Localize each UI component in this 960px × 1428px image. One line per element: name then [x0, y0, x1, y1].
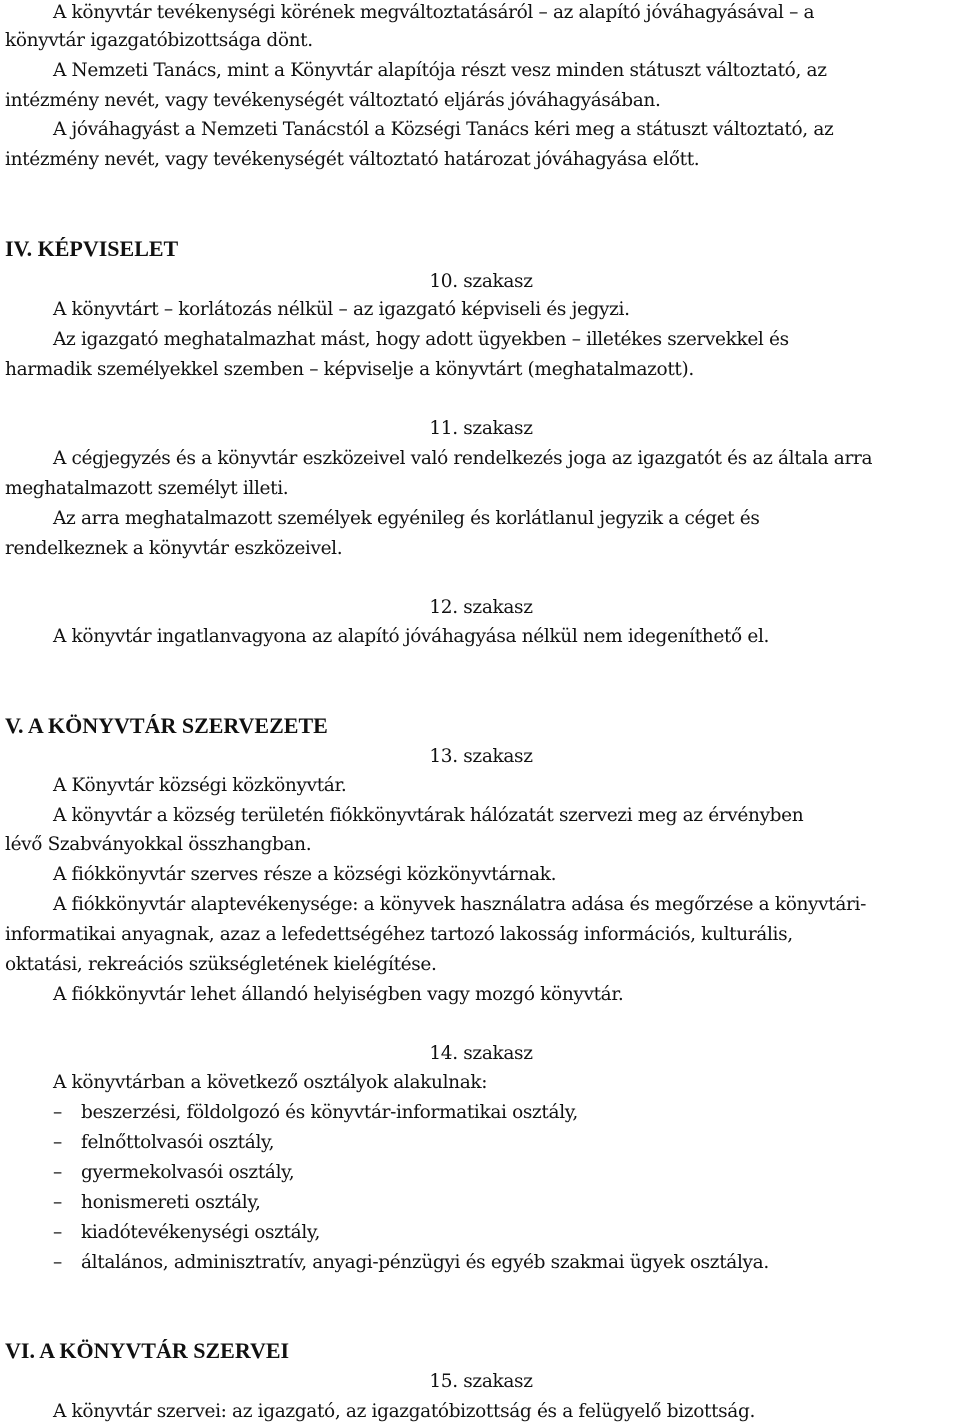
list-item-text: általános, adminisztratív, anyagi-pénzügyi és egyéb szakmai ügyek osztálya.	[81, 1252, 769, 1273]
paragraph-line: A könyvtár szervei: az igazgató, az igazgatóbizottság és a felügyelő bizottság.	[53, 1401, 755, 1422]
paragraph-line: Az arra meghatalmazott személyek egyénileg és korlátlanul jegyzik a céget és	[53, 508, 760, 529]
paragraph-line: A fiókkönyvtár alaptevékenysége: a könyvek használatra adása és megőrzése a könyvtári-	[53, 894, 866, 915]
paragraph-line: harmadik személyekkel szemben – képviselje a könyvtárt (meghatalmazott).	[5, 359, 694, 380]
paragraph-line: lévő Szabványokkal összhangban.	[5, 834, 312, 855]
paragraph-line: A könyvtár tevékenységi körének megváltoztatásáról – az alapító jóváhagyásával – a	[53, 2, 815, 23]
list-item-text: gyermekolvasói osztály,	[81, 1162, 295, 1183]
dash-bullet: –	[53, 1162, 62, 1183]
paragraph-line: rendelkeznek a könyvtár eszközeivel.	[5, 538, 343, 559]
paragraph-line: könyvtár igazgatóbizottsága dönt.	[5, 30, 313, 51]
paragraph-line: informatikai anyagnak, azaz a lefedettségéhez tartozó lakosság információs, kulturális,	[5, 924, 793, 945]
list-item-text: kiadótevékenységi osztály,	[81, 1222, 321, 1243]
list-item	[5, 1250, 960, 1276]
article-title: 12. szakasz	[429, 597, 533, 618]
article-title: 13. szakasz	[429, 746, 533, 767]
dash-bullet: –	[53, 1132, 62, 1153]
list-item	[5, 1190, 960, 1216]
paragraph-line: A Könyvtár községi közkönyvtár.	[53, 775, 347, 796]
article-title: 14. szakasz	[429, 1043, 533, 1064]
section-heading: VI. A KÖNYVTÁR SZERVEI	[5, 1338, 290, 1363]
paragraph-line: Az igazgató meghatalmazhat mást, hogy adott ügyekben – illetékes szervekkel és	[53, 329, 789, 350]
list-item	[5, 1220, 960, 1246]
dash-bullet: –	[53, 1102, 62, 1123]
list-item-text: honismereti osztály,	[81, 1192, 261, 1213]
dash-bullet: –	[53, 1252, 62, 1273]
list-item	[5, 1130, 960, 1156]
dash-bullet: –	[53, 1222, 62, 1243]
paragraph-line: meghatalmazott személyt illeti.	[5, 478, 289, 499]
paragraph-line: A könyvtár a község területén fiókkönyvtárak hálózatát szervezi meg az érvényben	[53, 805, 804, 826]
paragraph-line: intézmény nevét, vagy tevékenységét változtató eljárás jóváhagyásában.	[5, 90, 661, 111]
paragraph-line: A könyvtárt – korlátozás nélkül – az igazgató képviseli és jegyzi.	[53, 299, 630, 320]
paragraph-line: oktatási, rekreációs szükségletének kielégítése.	[5, 954, 437, 975]
list-item	[5, 1160, 960, 1186]
paragraph-line: A jóváhagyást a Nemzeti Tanácstól a Községi Tanács kéri meg a státuszt változtató, az	[53, 119, 834, 140]
section-heading: V. A KÖNYVTÁR SZERVEZETE	[5, 713, 328, 738]
article-title: 10. szakasz	[429, 271, 533, 292]
paragraph-line: A könyvtárban a következő osztályok alakulnak:	[53, 1072, 488, 1093]
list-item-text: felnőttolvasói osztály,	[81, 1132, 275, 1153]
paragraph-line: A Nemzeti Tanács, mint a Könyvtár alapítója részt vesz minden státuszt változtató, az	[53, 60, 827, 81]
list-item	[5, 1100, 960, 1126]
paragraph-line: A könyvtár ingatlanvagyona az alapító jóváhagyása nélkül nem idegeníthető el.	[53, 626, 770, 647]
section-heading: IV. KÉPVISELET	[5, 236, 179, 261]
paragraph-line: A fiókkönyvtár szerves része a községi közkönyvtárnak.	[53, 864, 557, 885]
paragraph-line: intézmény nevét, vagy tevékenységét változtató határozat jóváhagyása előtt.	[5, 149, 700, 170]
dash-bullet: –	[53, 1192, 62, 1213]
paragraph-line: A fiókkönyvtár lehet állandó helyiségben vagy mozgó könyvtár.	[53, 984, 624, 1005]
list-item-text: beszerzési, földolgozó és könyvtár-informatikai osztály,	[81, 1102, 578, 1123]
article-title: 15. szakasz	[429, 1371, 533, 1392]
article-title: 11. szakasz	[429, 418, 533, 439]
paragraph-line: A cégjegyzés és a könyvtár eszközeivel való rendelkezés joga az igazgatót és az általa arra	[53, 448, 873, 469]
